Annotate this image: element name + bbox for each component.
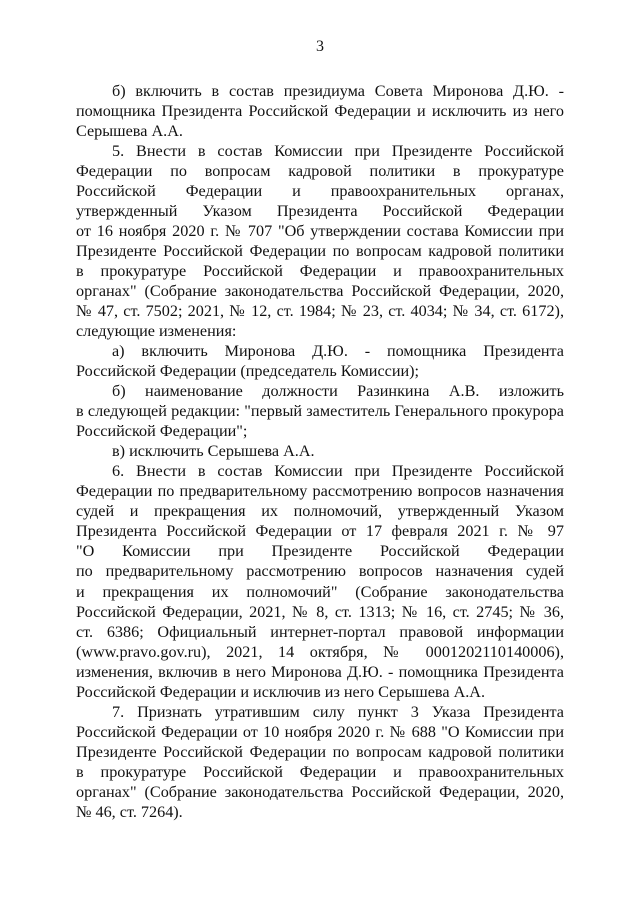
text-line: ст. 6386; Официальный интернет-портал правовой информации	[76, 622, 564, 641]
text-line: Российской Федерации (председатель Комиссии);	[76, 362, 420, 381]
text-line: Серышева А.А.	[76, 122, 183, 141]
text-line: б) включить в состав президиума Совета Миронова Д.Ю. -	[112, 82, 564, 100]
text-line: Президенте Российской Федерации по вопросам кадровой политики	[76, 742, 564, 761]
page-number: 3	[316, 38, 324, 55]
text-line: утвержденный Указом Президента Российской Федерации	[76, 202, 564, 221]
text-line: Российской Федерации";	[76, 422, 248, 441]
text-line: Российской Федерации и исключив из него Серышева А.А.	[76, 682, 486, 701]
text-line: судей и прекращения их полномочий, утвержденный Указом	[76, 502, 564, 521]
text-line: в прокуратуре Российской Федерации и правоохранительных	[76, 762, 564, 781]
text-line: в) исключить Серышева А.А.	[112, 442, 315, 461]
text-line: 6. Внести в состав Комиссии при Президенте Российской	[112, 462, 564, 481]
text-line: Российской Федерации и правоохранительных органах,	[76, 182, 564, 201]
text-line: от 16 ноября 2020 г. № 707 "Об утверждении состава Комиссии при	[76, 222, 564, 241]
text-line: (www.pravo.gov.ru), 2021, 14 октября, № 0001202110140006),	[76, 642, 564, 661]
text-line: Российской Федерации, 2021, № 8, ст. 1313; № 16, ст. 2745; № 36,	[76, 602, 564, 621]
text-line: органах" (Собрание законодательства Российской Федерации, 2020,	[76, 782, 564, 801]
text-line: Федерации по предварительному рассмотрению вопросов назначения	[76, 482, 564, 501]
text-line: б) наименование должности Разинкина А.В. изложить	[112, 382, 564, 401]
text-line: органах" (Собрание законодательства Российской Федерации, 2020,	[76, 282, 564, 301]
text-line: Федерации по вопросам кадровой политики в прокуратуре	[76, 162, 564, 181]
text-line: № 47, ст. 7502; 2021, № 12, ст. 1984; № 23, ст. 4034; № 34, ст. 6172),	[76, 302, 564, 321]
text-line: следующие изменения:	[76, 322, 237, 341]
text-line: в следующей редакции: "первый заместитель Генерального прокурора	[76, 402, 564, 421]
text-line: а) включить Миронова Д.Ю. - помощника Президента	[112, 342, 564, 361]
text-line: Российской Федерации от 10 ноября 2020 г. № 688 "О Комиссии при	[76, 722, 564, 741]
text-line: 7. Признать утратившим силу пункт 3 Указа Президента	[112, 702, 564, 721]
text-line: 5. Внести в состав Комиссии при Президенте Российской	[112, 142, 564, 161]
text-line: изменения, включив в него Миронова Д.Ю. - помощника Президента	[76, 662, 564, 681]
text-line: помощника Президента Российской Федерации и исключить из него	[76, 102, 564, 121]
text-line: и прекращения их полномочий" (Собрание законодательства	[76, 582, 564, 601]
text-line: в прокуратуре Российской Федерации и правоохранительных	[76, 262, 564, 281]
text-line: № 46, ст. 7264).	[76, 802, 183, 821]
text-line: "О Комиссии при Президенте Российской Федерации	[76, 542, 564, 561]
text-line: по предварительному рассмотрению вопросов назначения судей	[76, 562, 564, 581]
text-line: Президенте Российской Федерации по вопросам кадровой политики	[76, 242, 564, 261]
text-line: Президента Российской Федерации от 17 февраля 2021 г. № 97	[76, 522, 564, 541]
